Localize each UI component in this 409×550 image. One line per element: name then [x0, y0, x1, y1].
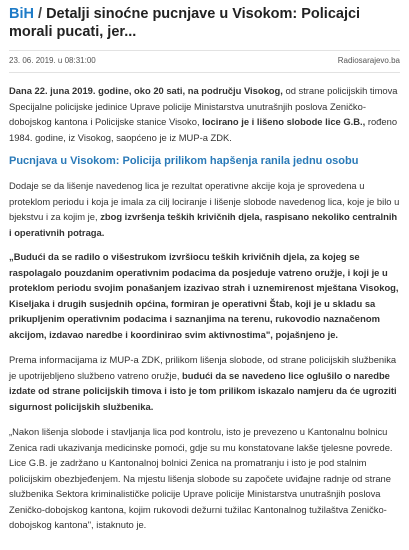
lead-bold: Dana 22. juna 2019. godine, oko 20 sati, na području Visokog,	[9, 85, 283, 96]
p2-bold-1: zbog izvršenja teških krivičnih djela, raspisano nekoliko centralnih i operativnih potraga.	[9, 211, 398, 238]
source-name: Radiosarajevo.ba	[337, 56, 400, 65]
p3-text-1: Prema informacijama iz MUP-a ZDK, prilikom lišenja slobode, od strane policijskih službenika je upotrijebljeno službeno vatreno oružje,	[9, 354, 397, 381]
article-meta	[9, 50, 400, 73]
p3-bold-1: budući da se navedeno lice oglušilo o naredbe izdate od strane policijskih timova i isto je tom prilikom iskazalo namjeru da će ugroziti sigurnost policijskih službenika.	[9, 369, 397, 412]
category-link[interactable]: BiH	[9, 6, 34, 22]
article-paragraph-3	[9, 352, 400, 414]
publish-datetime: 23. 06. 2019. u 08:31:00	[9, 56, 96, 65]
headline-separator: /	[33, 6, 47, 22]
article-quote: „Budući da se radilo o višestrukom izvršiocu teških krivičnih djela, za kojeg se raspolagalo pouzdanim operativnim podacima da posjeduje vatreno oružje, i koji je u proteklom periodu svojim ponašanjem izazivao strah i uznemirenost mještana Visokog, Kiseljaka i drugih susjednih općina, formiran je operativni Štab, koji je u skladu sa prikupljenim operativnim podacima i saznanjima na terenu, rukovodio naznačenom akcijom, izdavao naredbe i koordinirao svim aktivnostima", pojašnjeno je.	[9, 251, 399, 340]
p1-text-1: od strane policijskih timova Specijalne policijske jedinice Uprave policije Ministarstva unutrašnjih poslova Zeničko-dobojskog kantona i Policijske stanice Visoko,	[9, 85, 398, 127]
article-paragraph-4: „Nakon lišenja slobode i stavljanja lica pod kontrolu, isto je prevezeno u Kantonalnu bolnicu Zenica radi ukazivanja medicinske pomoći, gdje su mu konstatovane lakše tjelesne povrede. Lice G.B. je zadržano u Kantonalnoj bolnici Zenica na promatranju i isto je pod stalnim policijskim obezbjeđenjem. Na mjestu lišenja slobode su započete uviđajne radnje od strane službenika Sektora kriminalističke policije Uprave policije Ministarstva unutrašnjih poslova Zeničko-dobojskog kantona, kojim rukovodi dežurni tužilac Kantonalnog tužilaštva Zeničko-dobojskog kantona", istaknuto je.	[9, 426, 393, 530]
article-headline	[9, 0, 400, 41]
p2-text-1: Dodaje se da lišenje navedenog lica je rezultat operativne akcije koja je sprovedena u proteklom periodu i koja je imala za cilj lociranje i lišenje slobode navedenog lica, koje je bilo u bjekstvu i za kojim je,	[9, 180, 400, 222]
article-paragraph-2	[9, 178, 400, 240]
related-article-link[interactable]: Pucnjava u Visokom: Policija prilikom hapšenja ranila jednu osobu	[9, 155, 359, 167]
p1-text-2: rođeno 1984. godine, iz Visokog, saopćeno je iz MUP-a ZDK.	[9, 116, 398, 143]
p1-bold-2: locirano je i lišeno slobode lice G.B.,	[202, 116, 366, 127]
article-paragraph-1	[9, 83, 400, 145]
headline-text: Detalji sinoćne pucnjave u Visokom: Policajci morali pucati, jer...	[9, 6, 361, 40]
